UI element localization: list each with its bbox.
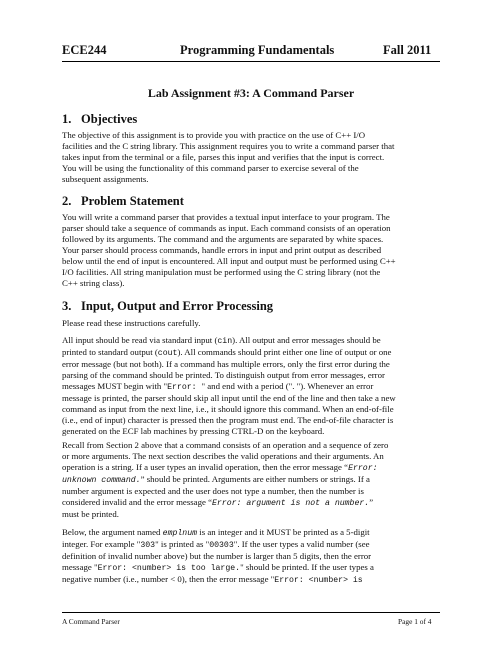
text-line: C++ string class). <box>62 278 125 288</box>
text-line: You will be using the functionality of this command parser to exercise several of the <box>62 163 359 173</box>
code-error-text: Error: argument is not a number. <box>211 499 370 508</box>
io-operations-paragraph <box>62 440 444 520</box>
section-number: 3. <box>62 299 72 313</box>
section-io-heading <box>62 299 273 314</box>
text-line: negative number (i.e., number < 0), then the error message "Error: <number> is <box>62 574 363 585</box>
text-line: The objective of this assignment is to provide you with practice on the use of C++ I/O <box>62 130 366 140</box>
text-line: number argument is expected and the user does not type a number, then the number is <box>62 486 364 496</box>
text-line: command as input from the next line, i.e., it should ignore this command. When an end-of-file <box>62 404 394 414</box>
text-line: below until the end of input is encountered. All input and output must be performed using C++ <box>62 256 396 266</box>
header-course: ECE244 <box>62 43 107 57</box>
problem-paragraph <box>62 212 444 289</box>
code-cout: cout <box>157 349 178 358</box>
text-line: operation is a string. If a user types an invalid operation, then the error message “Error: <box>62 462 378 473</box>
section-title: Input, Output and Error Processing <box>81 299 274 313</box>
text-line: You will write a command parser that provides a textual input interface to your program. The <box>62 212 390 222</box>
text-line: All input should be read via standard input (cin). All output and error messages should be <box>62 335 381 346</box>
header-rule <box>62 61 440 62</box>
section-problem-heading <box>62 194 184 209</box>
text-line: messages MUST begin with "Error: " and end with a period (". "). Whenever an error <box>62 381 374 392</box>
text-line: (i.e., end of input) character is pressed then the program must end. The end-of-file character is <box>62 415 394 425</box>
section-objectives-heading <box>62 112 137 127</box>
io-emplnum-paragraph <box>62 527 444 586</box>
footer-rule <box>62 612 440 613</box>
text-line: I/O facilities. All string manipulation must be performed using the C string library (not the <box>62 267 381 277</box>
header-term: Fall 2011 <box>383 43 432 57</box>
code-error-text: Error: <box>348 464 378 473</box>
text-line: definition of invalid number above) but the number is larger than 5 digits, then the error <box>62 551 372 561</box>
section-title: Objectives <box>81 112 138 126</box>
text-line: generated on the ECF lab machines by pressing CTRL-D on the keyboard. <box>62 426 325 436</box>
footer-left: A Command Parser <box>62 617 120 626</box>
section-number: 1. <box>62 112 72 126</box>
text-line: subsequent assignments. <box>62 174 149 184</box>
text-line: followed by its arguments. The command and the arguments are separated by white spaces. <box>62 234 384 244</box>
section-title: Problem Statement <box>81 194 184 208</box>
io-intro-paragraph <box>62 318 444 329</box>
io-stdio-paragraph <box>62 335 444 437</box>
text-line: error message (but not both). If a command has multiple errors, only the first error during the <box>62 359 390 369</box>
section-number: 2. <box>62 194 72 208</box>
header-subject: Programming Fundamentals <box>180 43 335 57</box>
text-line: takes input from the terminal or a file, parses this input and verifies that the input is correct. <box>62 152 385 162</box>
text-line: considered invalid and the error message “Error: argument is not a number.” <box>62 497 374 508</box>
page-title: Lab Assignment #3: A Command Parser <box>147 86 355 100</box>
text-line: integer. For example "303" is printed as "00303". If the user types a valid number (see <box>62 539 370 550</box>
text-line: message "Error: <number> is too large." should be printed. If the user types a <box>62 562 374 573</box>
text-line: printed to standard output (cout). All commands should print either one line of output or one <box>62 347 392 358</box>
code-example: 303 <box>140 541 156 550</box>
code-error-text: Error: <number> is too large. <box>97 564 241 573</box>
text-line: Your parser should process commands, handle errors in input and print output as described <box>62 245 382 255</box>
footer-page-number: Page 1 of 4 <box>398 617 432 626</box>
code-error-text: Error: <number> is <box>274 576 363 585</box>
text-line: or more arguments. The next section describes the valid operations and their arguments. An <box>62 451 384 461</box>
text-line: facilities and the C string library. This assignment requires you to write a command parser that <box>62 141 395 151</box>
code-error-text: unknown command. <box>62 476 141 485</box>
text-line: Below, the argument named emplnum is an integer and it MUST be printed as a 5-digit <box>62 527 370 538</box>
text-line: Please read these instructions carefully. <box>62 318 201 328</box>
text-line: must be printed. <box>62 509 119 519</box>
text-line: Recall from Section 2 above that a command consists of an operation and a sequence of zero <box>62 440 389 450</box>
code-error-prefix: Error: <box>167 383 202 392</box>
code-emplnum: emplnum <box>162 529 198 538</box>
code-example: 00303 <box>209 541 234 550</box>
text-line: parser should take a sequence of commands as input. Each command consists of an operation <box>62 223 391 233</box>
code-cin: cin <box>217 337 233 346</box>
text-line: unknown command.” should be printed. Arguments are either numbers or strings. If a <box>62 474 370 485</box>
objectives-paragraph <box>62 130 444 185</box>
text-line: parsing of the command should be printed. To distinguish output from error messages, error <box>62 370 385 380</box>
text-line: message is printed, the parser should skip all input until the end of the line and then take a new <box>62 393 396 403</box>
